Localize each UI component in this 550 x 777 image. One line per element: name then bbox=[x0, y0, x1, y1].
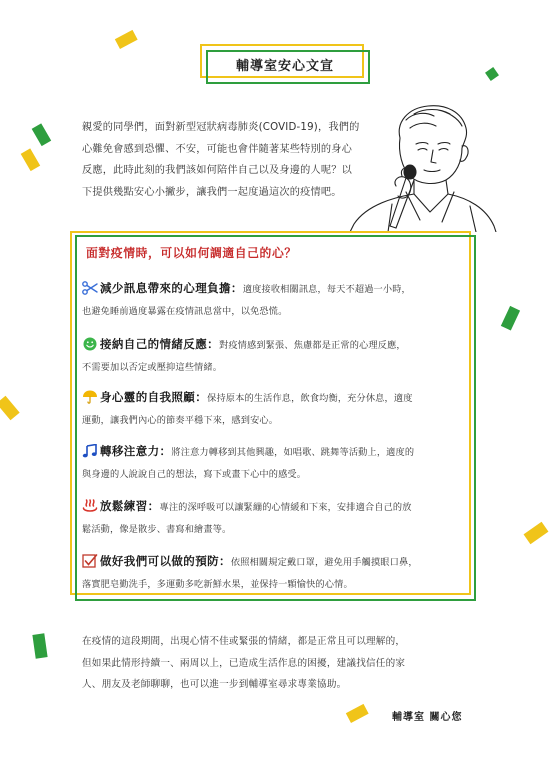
tip-text: 也避免睡前過度暴露在疫情訊息當中，以免恐慌。 bbox=[82, 305, 288, 317]
tip-text: 運動，讓我們內心的節奏平穩下來，感到安心。 bbox=[82, 414, 279, 426]
tip-text: 將注意力轉移到其他興趣，如唱歌、跳舞等活動上，適度的 bbox=[171, 447, 415, 458]
tip-text: 不需要加以否定或壓抑這些情緒。 bbox=[82, 361, 223, 373]
music-note-icon bbox=[82, 444, 98, 458]
section-heading: 面對疫情時，可以如何調適自己的心？ bbox=[86, 246, 297, 260]
hot-springs-icon bbox=[82, 499, 98, 513]
tip-title: 放鬆練習： bbox=[100, 499, 160, 513]
title-frame bbox=[200, 44, 368, 80]
tip-text: 適度接收相關訊息，每天不超過一小時， bbox=[242, 284, 411, 295]
tip-text: 與身邊的人說說自己的想法，寫下或畫下心中的感受。 bbox=[82, 468, 307, 480]
tip-title: 減少訊息帶來的心理負擔： bbox=[100, 281, 243, 295]
tip-item-relaxation bbox=[82, 496, 460, 540]
page-title: 輔導室安心文宣 bbox=[235, 59, 334, 74]
tip-title: 轉移注意力： bbox=[100, 444, 172, 458]
tip-item-divert-attention bbox=[82, 441, 460, 485]
umbrella-icon bbox=[82, 390, 98, 404]
closing-paragraph bbox=[82, 631, 482, 696]
closing-line: 在疫情的這段期間，出現心情不佳或緊張的情緒，都是正常且可以理解的， bbox=[82, 636, 406, 647]
tip-title: 身心靈的自我照顧： bbox=[100, 390, 208, 404]
tip-item-reduce-info bbox=[82, 278, 460, 322]
tip-text: 鬆活動，像是散步、書寫和繪畫等。 bbox=[82, 523, 232, 535]
intro-line: 親愛的同學們，面對新型冠狀病毒肺炎(COVID-19)，我們的 bbox=[82, 122, 360, 133]
scissors-icon bbox=[82, 281, 98, 295]
intro-line: 心難免會感到恐懼、不安，可能也會伴隨著某些特別的身心 bbox=[82, 143, 353, 155]
tip-item-accept-emotions bbox=[82, 334, 460, 378]
tip-text: 落實肥皂勤洗手，多運動多吃新鮮水果，並保持一顆愉快的心情。 bbox=[82, 578, 353, 590]
intro-line: 下提供幾點安心小撇步，讓我們一起度過這次的疫情吧。 bbox=[82, 186, 342, 198]
signature: 輔導室 關心您 bbox=[392, 712, 463, 723]
tip-title: 接納自己的情緒反應： bbox=[100, 337, 219, 351]
tip-item-prevention bbox=[82, 551, 460, 595]
tip-text: 專注的深呼吸可以讓緊繃的心情緩和下來，安排適合自己的放 bbox=[159, 502, 412, 513]
intro-line: 反應，此時此刻的我們該如何陪伴自己以及身邊的人呢？以 bbox=[82, 165, 353, 176]
tip-text: 對疫情感到緊張、焦慮都是正常的心理反應， bbox=[219, 340, 406, 351]
tip-item-self-care bbox=[82, 387, 460, 431]
speaker-illustration bbox=[330, 100, 498, 232]
tip-text: 保持原本的生活作息，飲食均衡，充分休息，適度 bbox=[207, 393, 413, 404]
tip-title: 做好我們可以做的預防： bbox=[100, 554, 231, 568]
closing-line: 人、朋友及老師聊聊，也可以進一步到輔導室尋求專業協助。 bbox=[82, 679, 347, 690]
checkbox-icon bbox=[82, 554, 98, 568]
smiley-icon bbox=[82, 337, 98, 351]
tip-text: 依照相關規定戴口罩，避免用手觸摸眼口鼻， bbox=[230, 557, 418, 568]
closing-line: 但如果此情形持續一、兩周以上，已造成生活作息的困擾，建議找信任的家 bbox=[82, 657, 406, 669]
